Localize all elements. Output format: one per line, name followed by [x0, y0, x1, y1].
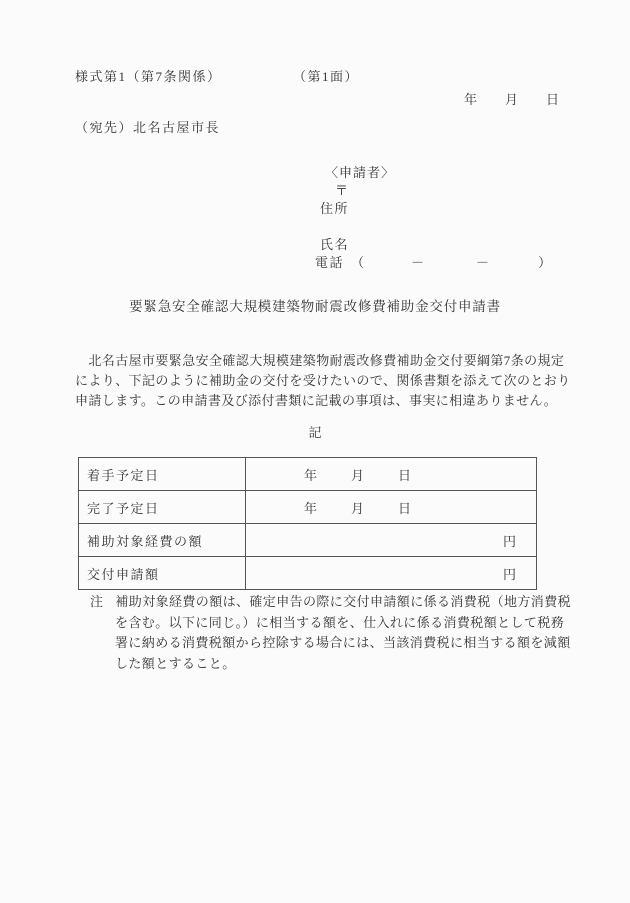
phone-paren-close: ） [538, 255, 552, 270]
address-field-label: 住所 [320, 201, 350, 216]
completion-date-cell [246, 491, 537, 524]
phone-field-label: 電話 [315, 255, 345, 270]
note-section [90, 592, 572, 674]
note-line: した額とすること。 [115, 655, 236, 671]
date-month-label: 月 [351, 467, 365, 483]
start-date-cell [246, 458, 537, 491]
body-paragraph-line: により、下記のように補助金の交付を受けたいので、関係書類を添えて次のとおり [75, 373, 571, 388]
row-label: 補助対象経費の額 [79, 524, 246, 557]
eligible-expense-cell [246, 524, 537, 557]
form-number-label: 様式第1（第7条関係） [75, 69, 222, 84]
row-label: 完了予定日 [79, 491, 246, 524]
record-heading: 記 [308, 425, 322, 440]
date-month-label: 月 [351, 500, 365, 516]
body-paragraph [75, 351, 571, 411]
body-paragraph-line: 北名古屋市要緊急安全確認大規模建築物耐震改修費補助金交付要綱第7条の規定 [75, 353, 565, 368]
document-title: 要緊急安全確認大規模建築物耐震改修費補助金交付申請書 [129, 299, 501, 314]
requested-amount-cell [246, 557, 537, 590]
table-row-start-date [79, 458, 537, 491]
note-line [90, 592, 572, 613]
date-day-label: 日 [398, 500, 412, 516]
date-year-label: 年 [304, 500, 318, 516]
sheet-number-label: （第1面） [293, 69, 360, 84]
date-day-label: 日 [545, 92, 559, 107]
date-year-label: 年 [304, 467, 318, 483]
name-field-label: 氏名 [320, 237, 350, 252]
table-row-requested-amount [79, 557, 537, 590]
phone-dash: － [411, 255, 425, 270]
note-line: を含む。以下に同じ。）に相当する額を、仕入れに係る消費税額として税務 [115, 614, 565, 630]
table-row-completion-date [79, 491, 537, 524]
postal-code-mark: 〒 [335, 183, 349, 198]
row-label: 交付申請額 [79, 557, 246, 590]
date-field [464, 89, 559, 108]
date-month-label: 月 [504, 92, 518, 107]
note-marker: 注 [90, 594, 104, 609]
applicant-heading: 〈申請者〉 [325, 165, 396, 180]
yen-unit-label: 円 [502, 566, 516, 582]
table-row-eligible-expense [79, 524, 537, 557]
row-label: 着手予定日 [79, 458, 246, 491]
phone-dash: － [476, 255, 490, 270]
phone-paren-open: （ [351, 255, 365, 270]
yen-unit-label: 円 [502, 533, 516, 549]
addressee-line: （宛先）北名古屋市長 [75, 120, 221, 135]
note-text: 補助対象経費の額は、確定申告の際に交付申請額に係る消費税（地方消費税 [115, 594, 572, 609]
note-line: 署に納める消費税額から控除する場合には、当該消費税に相当する額を減額 [115, 635, 571, 650]
body-paragraph-line: 申請します。この申請書及び添付書類に記載の事項は、事実に相違ありません。 [75, 393, 558, 408]
phone-field [315, 252, 551, 271]
date-day-label: 日 [398, 467, 412, 483]
schedule-table [78, 457, 537, 590]
date-year-label: 年 [463, 92, 477, 107]
